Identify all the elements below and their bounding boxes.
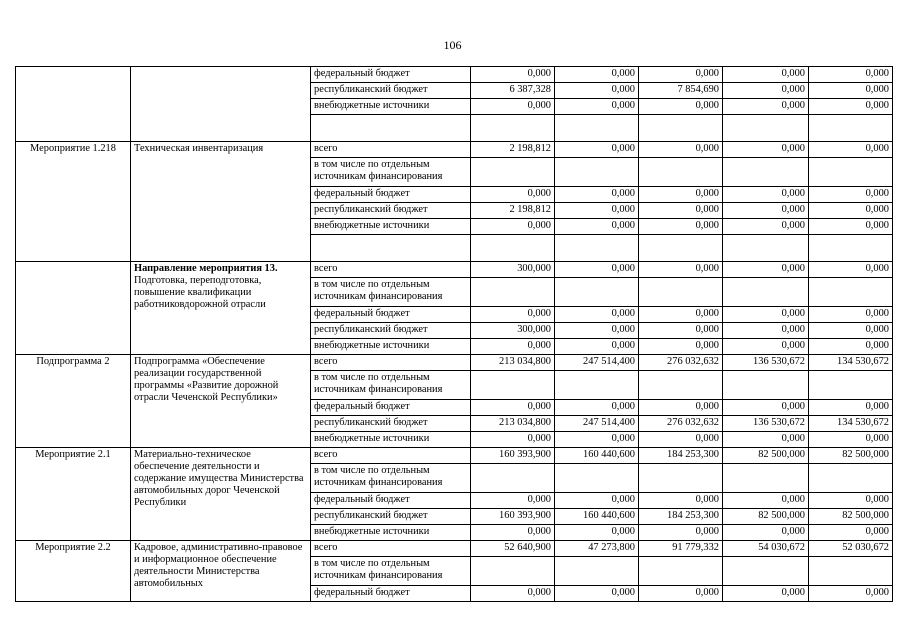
amount-cell: 184 253,300 (639, 448, 723, 464)
amount-cell: 0,000 (809, 323, 893, 339)
amount-cell (723, 115, 809, 142)
amount-cell: 0,000 (809, 525, 893, 541)
amount-cell: 0,000 (809, 67, 893, 83)
amount-cell: 82 500,000 (809, 448, 893, 464)
measure-name (131, 541, 311, 602)
amount-cell: 0,000 (471, 493, 555, 509)
amount-cell: 160 393,900 (471, 509, 555, 525)
funding-source: в том числе по отдельным источникам финансирования (311, 158, 471, 187)
amount-cell: 0,000 (471, 525, 555, 541)
amount-cell: 0,000 (471, 67, 555, 83)
amount-cell (555, 371, 639, 400)
funding-source: всего (311, 142, 471, 158)
amount-cell: 0,000 (723, 219, 809, 235)
amount-cell: 52 030,672 (809, 541, 893, 557)
amount-cell (639, 158, 723, 187)
amount-cell: 160 440,600 (555, 448, 639, 464)
amount-cell: 0,000 (471, 586, 555, 602)
measure-name-text: Подпрограмма «Обеспечение реализации государственной программы «Развитие дорожной отрасли Чеченской Республики» (134, 356, 279, 403)
amount-cell: 134 530,672 (809, 355, 893, 371)
funding-source: внебюджетные источники (311, 339, 471, 355)
amount-cell: 2 198,812 (471, 203, 555, 219)
amount-cell (471, 235, 555, 262)
amount-cell: 82 500,000 (723, 509, 809, 525)
amount-cell: 0,000 (555, 400, 639, 416)
amount-cell (555, 115, 639, 142)
amount-cell: 0,000 (471, 339, 555, 355)
funding-source: федеральный бюджет (311, 307, 471, 323)
measure-name-text: Материально-техническое обеспечение деятельности и содержание имущества Министерства автомобильных дорог Чеченской Республики (134, 449, 304, 508)
amount-cell (809, 235, 893, 262)
amount-cell (723, 235, 809, 262)
amount-cell: 0,000 (555, 187, 639, 203)
amount-cell: 160 440,600 (555, 509, 639, 525)
amount-cell: 0,000 (639, 142, 723, 158)
amount-cell (555, 557, 639, 586)
amount-cell: 0,000 (555, 99, 639, 115)
amount-cell: 0,000 (723, 525, 809, 541)
measure-name-heading: Направление мероприятия 13. (134, 263, 278, 274)
amount-cell: 136 530,672 (723, 416, 809, 432)
amount-cell: 0,000 (809, 83, 893, 99)
amount-cell: 0,000 (555, 203, 639, 219)
measure-name-text: Кадровое, административно-правовое и информационное обеспечение деятельности Министерства автомобильных (134, 542, 303, 589)
amount-cell: 0,000 (723, 262, 809, 278)
measure-code (16, 67, 131, 142)
funding-source: республиканский бюджет (311, 416, 471, 432)
amount-cell: 0,000 (555, 142, 639, 158)
amount-cell (471, 278, 555, 307)
amount-cell: 134 530,672 (809, 416, 893, 432)
funding-source: всего (311, 355, 471, 371)
funding-source: федеральный бюджет (311, 187, 471, 203)
amount-cell: 0,000 (639, 323, 723, 339)
amount-cell (723, 557, 809, 586)
funding-source: внебюджетные источники (311, 219, 471, 235)
amount-cell: 213 034,800 (471, 355, 555, 371)
amount-cell: 82 500,000 (723, 448, 809, 464)
amount-cell (639, 235, 723, 262)
funding-source: республиканский бюджет (311, 203, 471, 219)
amount-cell (471, 371, 555, 400)
amount-cell: 0,000 (471, 400, 555, 416)
amount-cell: 0,000 (809, 262, 893, 278)
funding-source: всего (311, 448, 471, 464)
amount-cell: 0,000 (809, 493, 893, 509)
funding-source: внебюджетные источники (311, 99, 471, 115)
funding-source: республиканский бюджет (311, 509, 471, 525)
amount-cell: 0,000 (809, 99, 893, 115)
funding-source: всего (311, 541, 471, 557)
amount-cell: 276 032,632 (639, 416, 723, 432)
amount-cell (471, 158, 555, 187)
funding-source: внебюджетные источники (311, 432, 471, 448)
amount-cell: 2 198,812 (471, 142, 555, 158)
funding-source: в том числе по отдельным источникам финансирования (311, 557, 471, 586)
amount-cell (809, 158, 893, 187)
amount-cell (723, 464, 809, 493)
amount-cell: 0,000 (809, 432, 893, 448)
amount-cell: 0,000 (723, 142, 809, 158)
amount-cell (809, 464, 893, 493)
measure-name-text: Техническая инвентаризация (134, 143, 264, 154)
table-row (16, 541, 893, 557)
amount-cell: 0,000 (639, 307, 723, 323)
amount-cell (555, 278, 639, 307)
measure-code: Мероприятие 2.1 (16, 448, 131, 541)
amount-cell: 0,000 (555, 339, 639, 355)
measure-code: Подпрограмма 2 (16, 355, 131, 448)
amount-cell: 276 032,632 (639, 355, 723, 371)
amount-cell: 136 530,672 (723, 355, 809, 371)
amount-cell (639, 371, 723, 400)
amount-cell: 0,000 (809, 586, 893, 602)
amount-cell: 0,000 (639, 203, 723, 219)
amount-cell: 0,000 (809, 400, 893, 416)
amount-cell (555, 464, 639, 493)
measure-name (131, 448, 311, 541)
budget-table (15, 66, 893, 602)
measure-code: Мероприятие 2.2 (16, 541, 131, 602)
amount-cell: 0,000 (723, 187, 809, 203)
amount-cell: 0,000 (555, 307, 639, 323)
funding-source: федеральный бюджет (311, 586, 471, 602)
funding-source: федеральный бюджет (311, 400, 471, 416)
amount-cell: 0,000 (639, 525, 723, 541)
amount-cell (809, 115, 893, 142)
amount-cell: 47 273,800 (555, 541, 639, 557)
funding-source: всего (311, 262, 471, 278)
amount-cell: 82 500,000 (809, 509, 893, 525)
amount-cell (471, 464, 555, 493)
amount-cell (809, 371, 893, 400)
amount-cell: 0,000 (639, 262, 723, 278)
amount-cell: 0,000 (555, 262, 639, 278)
amount-cell (723, 158, 809, 187)
amount-cell: 0,000 (723, 307, 809, 323)
amount-cell (809, 278, 893, 307)
amount-cell: 0,000 (639, 432, 723, 448)
amount-cell: 0,000 (723, 323, 809, 339)
amount-cell (809, 557, 893, 586)
amount-cell: 54 030,672 (723, 541, 809, 557)
table-row (16, 448, 893, 464)
amount-cell: 0,000 (809, 219, 893, 235)
amount-cell: 247 514,400 (555, 355, 639, 371)
table-row (16, 262, 893, 278)
amount-cell: 0,000 (639, 493, 723, 509)
amount-cell (555, 235, 639, 262)
amount-cell: 0,000 (809, 142, 893, 158)
amount-cell: 0,000 (809, 203, 893, 219)
amount-cell (639, 115, 723, 142)
amount-cell: 0,000 (723, 432, 809, 448)
amount-cell: 0,000 (555, 219, 639, 235)
measure-name (131, 262, 311, 355)
amount-cell: 0,000 (471, 219, 555, 235)
measure-code (16, 262, 131, 355)
amount-cell: 0,000 (639, 400, 723, 416)
funding-source: в том числе по отдельным источникам финансирования (311, 464, 471, 493)
funding-source: республиканский бюджет (311, 83, 471, 99)
amount-cell (723, 278, 809, 307)
funding-source (311, 115, 471, 142)
amount-cell: 0,000 (555, 493, 639, 509)
funding-source: республиканский бюджет (311, 323, 471, 339)
amount-cell: 0,000 (639, 99, 723, 115)
funding-source (311, 235, 471, 262)
amount-cell: 247 514,400 (555, 416, 639, 432)
amount-cell: 0,000 (809, 339, 893, 355)
amount-cell: 91 779,332 (639, 541, 723, 557)
amount-cell: 184 253,300 (639, 509, 723, 525)
funding-source: федеральный бюджет (311, 493, 471, 509)
measure-code: Мероприятие 1.218 (16, 142, 131, 262)
amount-cell (723, 371, 809, 400)
table-row (16, 142, 893, 158)
amount-cell: 0,000 (639, 219, 723, 235)
measure-name-text: Подготовка, переподготовка, повышение квалификации работниковдорожной отрасли (134, 275, 266, 310)
table-row (16, 67, 893, 83)
funding-source: в том числе по отдельным источникам финансирования (311, 371, 471, 400)
amount-cell: 0,000 (471, 99, 555, 115)
measure-name (131, 355, 311, 448)
amount-cell: 300,000 (471, 262, 555, 278)
amount-cell: 0,000 (639, 67, 723, 83)
funding-source: в том числе по отдельным источникам финансирования (311, 278, 471, 307)
amount-cell: 0,000 (471, 432, 555, 448)
amount-cell: 0,000 (723, 99, 809, 115)
table-row (16, 355, 893, 371)
amount-cell: 0,000 (471, 307, 555, 323)
amount-cell: 0,000 (639, 187, 723, 203)
amount-cell: 160 393,900 (471, 448, 555, 464)
amount-cell: 0,000 (723, 586, 809, 602)
amount-cell: 0,000 (555, 525, 639, 541)
amount-cell: 0,000 (809, 187, 893, 203)
amount-cell: 0,000 (639, 586, 723, 602)
amount-cell: 0,000 (471, 187, 555, 203)
amount-cell (555, 158, 639, 187)
page-number: 106 (443, 38, 462, 52)
amount-cell: 0,000 (723, 83, 809, 99)
amount-cell: 0,000 (555, 67, 639, 83)
amount-cell (639, 278, 723, 307)
measure-name (131, 142, 311, 262)
amount-cell (471, 557, 555, 586)
amount-cell: 0,000 (555, 586, 639, 602)
amount-cell: 7 854,690 (639, 83, 723, 99)
amount-cell: 52 640,900 (471, 541, 555, 557)
amount-cell: 0,000 (723, 203, 809, 219)
measure-name (131, 67, 311, 142)
amount-cell: 0,000 (555, 83, 639, 99)
amount-cell: 300,000 (471, 323, 555, 339)
amount-cell: 0,000 (723, 339, 809, 355)
amount-cell: 0,000 (723, 493, 809, 509)
amount-cell: 0,000 (555, 432, 639, 448)
amount-cell (639, 464, 723, 493)
amount-cell: 0,000 (809, 307, 893, 323)
funding-source: внебюджетные источники (311, 525, 471, 541)
funding-source: федеральный бюджет (311, 67, 471, 83)
amount-cell: 213 034,800 (471, 416, 555, 432)
amount-cell: 0,000 (555, 323, 639, 339)
amount-cell: 6 387,328 (471, 83, 555, 99)
amount-cell (471, 115, 555, 142)
amount-cell: 0,000 (723, 400, 809, 416)
amount-cell: 0,000 (639, 339, 723, 355)
amount-cell: 0,000 (723, 67, 809, 83)
amount-cell (639, 557, 723, 586)
